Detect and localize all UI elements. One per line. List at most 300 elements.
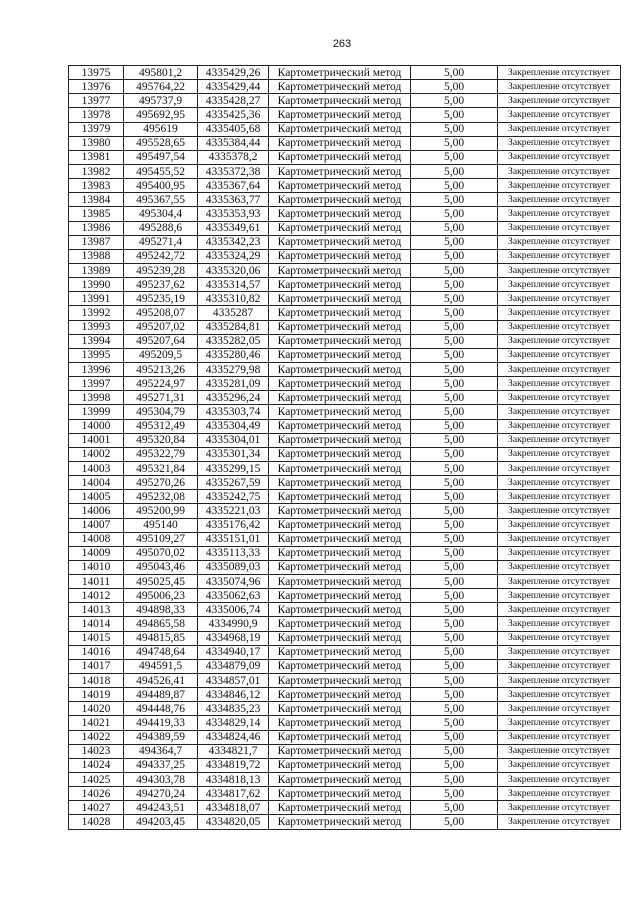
point-number-cell: 14017 (69, 659, 124, 673)
fixation-cell: Закрепление отсутствует (498, 66, 621, 80)
x-coordinate-cell: 495764,22 (124, 80, 198, 94)
y-coordinate-cell: 4335425,36 (198, 108, 269, 122)
point-number-cell: 14024 (69, 758, 124, 772)
fixation-cell: Закрепление отсутствует (498, 688, 621, 702)
table-row (69, 193, 621, 207)
x-coordinate-cell: 495692,95 (124, 108, 198, 122)
table-row (69, 362, 621, 376)
method-cell: Картометрический метод (269, 433, 411, 447)
method-cell: Картометрический метод (269, 80, 411, 94)
table-row (69, 306, 621, 320)
method-cell: Картометрический метод (269, 787, 411, 801)
accuracy-cell: 5,00 (411, 348, 498, 362)
y-coordinate-cell: 4335221,03 (198, 504, 269, 518)
point-number-cell: 14020 (69, 702, 124, 716)
accuracy-cell: 5,00 (411, 391, 498, 405)
table-row (69, 504, 621, 518)
table-row (69, 617, 621, 631)
method-cell: Картометрический метод (269, 122, 411, 136)
table-row (69, 249, 621, 263)
fixation-cell: Закрепление отсутствует (498, 433, 621, 447)
fixation-cell: Закрепление отсутствует (498, 589, 621, 603)
method-cell: Картометрический метод (269, 589, 411, 603)
y-coordinate-cell: 4334835,23 (198, 702, 269, 716)
fixation-cell: Закрепление отсутствует (498, 207, 621, 221)
y-coordinate-cell: 4335324,29 (198, 249, 269, 263)
x-coordinate-cell: 495497,54 (124, 150, 198, 164)
point-number-cell: 14019 (69, 688, 124, 702)
x-coordinate-cell: 495271,4 (124, 235, 198, 249)
x-coordinate-cell: 495213,26 (124, 362, 198, 376)
fixation-cell: Закрепление отсутствует (498, 787, 621, 801)
accuracy-cell: 5,00 (411, 447, 498, 461)
table-row (69, 645, 621, 659)
x-coordinate-cell: 494865,58 (124, 617, 198, 631)
point-number-cell: 14001 (69, 433, 124, 447)
table-row (69, 278, 621, 292)
y-coordinate-cell: 4334818,13 (198, 773, 269, 787)
fixation-cell: Закрепление отсутствует (498, 164, 621, 178)
point-number-cell: 13977 (69, 94, 124, 108)
x-coordinate-cell: 494419,33 (124, 716, 198, 730)
x-coordinate-cell: 495304,79 (124, 405, 198, 419)
point-number-cell: 14023 (69, 744, 124, 758)
accuracy-cell: 5,00 (411, 278, 498, 292)
x-coordinate-cell: 494243,51 (124, 801, 198, 815)
x-coordinate-cell: 495312,49 (124, 419, 198, 433)
point-number-cell: 13990 (69, 278, 124, 292)
point-number-cell: 13980 (69, 136, 124, 150)
table-row (69, 348, 621, 362)
accuracy-cell: 5,00 (411, 306, 498, 320)
method-cell: Картометрический метод (269, 447, 411, 461)
y-coordinate-cell: 4335074,96 (198, 575, 269, 589)
point-number-cell: 13998 (69, 391, 124, 405)
fixation-cell: Закрепление отсутствует (498, 546, 621, 560)
accuracy-cell: 5,00 (411, 461, 498, 475)
fixation-cell: Закрепление отсутствует (498, 108, 621, 122)
table-row (69, 758, 621, 772)
method-cell: Картометрический метод (269, 278, 411, 292)
x-coordinate-cell: 495320,84 (124, 433, 198, 447)
y-coordinate-cell: 4335287 (198, 306, 269, 320)
y-coordinate-cell: 4334819,72 (198, 758, 269, 772)
y-coordinate-cell: 4335304,01 (198, 433, 269, 447)
accuracy-cell: 5,00 (411, 688, 498, 702)
table-row (69, 702, 621, 716)
y-coordinate-cell: 4335281,09 (198, 377, 269, 391)
x-coordinate-cell: 494270,24 (124, 787, 198, 801)
x-coordinate-cell: 495207,02 (124, 320, 198, 334)
fixation-cell: Закрепление отсутствует (498, 80, 621, 94)
method-cell: Картометрический метод (269, 292, 411, 306)
x-coordinate-cell: 495288,6 (124, 221, 198, 235)
y-coordinate-cell: 4335429,26 (198, 66, 269, 80)
method-cell: Картометрический метод (269, 674, 411, 688)
x-coordinate-cell: 495224,97 (124, 377, 198, 391)
accuracy-cell: 5,00 (411, 94, 498, 108)
x-coordinate-cell: 495200,99 (124, 504, 198, 518)
table-row (69, 461, 621, 475)
point-number-cell: 14026 (69, 787, 124, 801)
point-number-cell: 14002 (69, 447, 124, 461)
y-coordinate-cell: 4335363,77 (198, 193, 269, 207)
fixation-cell: Закрепление отсутствует (498, 674, 621, 688)
x-coordinate-cell: 495043,46 (124, 560, 198, 574)
y-coordinate-cell: 4335378,2 (198, 150, 269, 164)
y-coordinate-cell: 4335296,24 (198, 391, 269, 405)
method-cell: Картометрический метод (269, 66, 411, 80)
table-row (69, 447, 621, 461)
accuracy-cell: 5,00 (411, 221, 498, 235)
point-number-cell: 14021 (69, 716, 124, 730)
point-number-cell: 14018 (69, 674, 124, 688)
accuracy-cell: 5,00 (411, 476, 498, 490)
fixation-cell: Закрепление отсутствует (498, 235, 621, 249)
method-cell: Картометрический метод (269, 320, 411, 334)
accuracy-cell: 5,00 (411, 263, 498, 277)
method-cell: Картометрический метод (269, 560, 411, 574)
accuracy-cell: 5,00 (411, 334, 498, 348)
x-coordinate-cell: 495619 (124, 122, 198, 136)
accuracy-cell: 5,00 (411, 122, 498, 136)
point-number-cell: 14005 (69, 490, 124, 504)
method-cell: Картометрический метод (269, 391, 411, 405)
y-coordinate-cell: 4335367,64 (198, 179, 269, 193)
table-row (69, 476, 621, 490)
fixation-cell: Закрепление отсутствует (498, 292, 621, 306)
x-coordinate-cell: 494389,59 (124, 730, 198, 744)
accuracy-cell: 5,00 (411, 362, 498, 376)
fixation-cell: Закрепление отсутствует (498, 179, 621, 193)
y-coordinate-cell: 4334821,7 (198, 744, 269, 758)
table-row (69, 603, 621, 617)
y-coordinate-cell: 4334940,17 (198, 645, 269, 659)
x-coordinate-cell: 495232,08 (124, 490, 198, 504)
accuracy-cell: 5,00 (411, 150, 498, 164)
x-coordinate-cell: 495140 (124, 518, 198, 532)
y-coordinate-cell: 4334824,46 (198, 730, 269, 744)
x-coordinate-cell: 494337,25 (124, 758, 198, 772)
table-row (69, 391, 621, 405)
method-cell: Картометрический метод (269, 94, 411, 108)
accuracy-cell: 5,00 (411, 532, 498, 546)
accuracy-cell: 5,00 (411, 249, 498, 263)
y-coordinate-cell: 4334879,09 (198, 659, 269, 673)
point-number-cell: 14028 (69, 815, 124, 829)
y-coordinate-cell: 4335006,74 (198, 603, 269, 617)
y-coordinate-cell: 4335303,74 (198, 405, 269, 419)
accuracy-cell: 5,00 (411, 518, 498, 532)
fixation-cell: Закрепление отсутствует (498, 150, 621, 164)
table-row (69, 94, 621, 108)
x-coordinate-cell: 494898,33 (124, 603, 198, 617)
table-row (69, 419, 621, 433)
method-cell: Картометрический метод (269, 419, 411, 433)
y-coordinate-cell: 4335428,27 (198, 94, 269, 108)
accuracy-cell: 5,00 (411, 207, 498, 221)
point-number-cell: 14022 (69, 730, 124, 744)
fixation-cell: Закрепление отсутствует (498, 532, 621, 546)
fixation-cell: Закрепление отсутствует (498, 377, 621, 391)
table-row (69, 108, 621, 122)
x-coordinate-cell: 495528,65 (124, 136, 198, 150)
x-coordinate-cell: 495209,5 (124, 348, 198, 362)
y-coordinate-cell: 4334818,07 (198, 801, 269, 815)
point-number-cell: 13987 (69, 235, 124, 249)
point-number-cell: 14006 (69, 504, 124, 518)
point-number-cell: 14011 (69, 575, 124, 589)
fixation-cell: Закрепление отсутствует (498, 461, 621, 475)
table-row (69, 490, 621, 504)
accuracy-cell: 5,00 (411, 758, 498, 772)
table-row (69, 334, 621, 348)
fixation-cell: Закрепление отсутствует (498, 518, 621, 532)
method-cell: Картометрический метод (269, 150, 411, 164)
method-cell: Картометрический метод (269, 221, 411, 235)
point-number-cell: 14027 (69, 801, 124, 815)
accuracy-cell: 5,00 (411, 645, 498, 659)
y-coordinate-cell: 4335342,23 (198, 235, 269, 249)
table-row (69, 80, 621, 94)
table-row (69, 716, 621, 730)
y-coordinate-cell: 4335384,44 (198, 136, 269, 150)
x-coordinate-cell: 495237,62 (124, 278, 198, 292)
y-coordinate-cell: 4335349,61 (198, 221, 269, 235)
y-coordinate-cell: 4334990,9 (198, 617, 269, 631)
table-row (69, 532, 621, 546)
method-cell: Картометрический метод (269, 631, 411, 645)
table-row (69, 801, 621, 815)
table-row (69, 207, 621, 221)
method-cell: Картометрический метод (269, 815, 411, 829)
fixation-cell: Закрепление отсутствует (498, 362, 621, 376)
fixation-cell: Закрепление отсутствует (498, 631, 621, 645)
accuracy-cell: 5,00 (411, 419, 498, 433)
x-coordinate-cell: 495367,55 (124, 193, 198, 207)
method-cell: Картометрический метод (269, 377, 411, 391)
method-cell: Картометрический метод (269, 716, 411, 730)
method-cell: Картометрический метод (269, 235, 411, 249)
method-cell: Картометрический метод (269, 617, 411, 631)
point-number-cell: 14012 (69, 589, 124, 603)
accuracy-cell: 5,00 (411, 80, 498, 94)
x-coordinate-cell: 495006,23 (124, 589, 198, 603)
table-body (69, 66, 621, 830)
accuracy-cell: 5,00 (411, 490, 498, 504)
y-coordinate-cell: 4334857,01 (198, 674, 269, 688)
x-coordinate-cell: 495304,4 (124, 207, 198, 221)
point-number-cell: 13992 (69, 306, 124, 320)
fixation-cell: Закрепление отсутствует (498, 405, 621, 419)
x-coordinate-cell: 495271,31 (124, 391, 198, 405)
accuracy-cell: 5,00 (411, 589, 498, 603)
method-cell: Картометрический метод (269, 249, 411, 263)
table-row (69, 150, 621, 164)
accuracy-cell: 5,00 (411, 164, 498, 178)
y-coordinate-cell: 4334829,14 (198, 716, 269, 730)
x-coordinate-cell: 495208,07 (124, 306, 198, 320)
y-coordinate-cell: 4335280,46 (198, 348, 269, 362)
method-cell: Картометрический метод (269, 645, 411, 659)
table-row (69, 292, 621, 306)
table-row (69, 631, 621, 645)
method-cell: Картометрический метод (269, 405, 411, 419)
x-coordinate-cell: 494203,45 (124, 815, 198, 829)
fixation-cell: Закрепление отсутствует (498, 702, 621, 716)
y-coordinate-cell: 4334817,62 (198, 787, 269, 801)
y-coordinate-cell: 4335299,15 (198, 461, 269, 475)
y-coordinate-cell: 4334820,05 (198, 815, 269, 829)
point-number-cell: 13995 (69, 348, 124, 362)
method-cell: Картометрический метод (269, 136, 411, 150)
accuracy-cell: 5,00 (411, 773, 498, 787)
y-coordinate-cell: 4335301,34 (198, 447, 269, 461)
method-cell: Картометрический метод (269, 546, 411, 560)
point-number-cell: 13991 (69, 292, 124, 306)
table-row (69, 744, 621, 758)
x-coordinate-cell: 494364,7 (124, 744, 198, 758)
table-row (69, 122, 621, 136)
x-coordinate-cell: 494448,76 (124, 702, 198, 716)
point-number-cell: 13978 (69, 108, 124, 122)
point-number-cell: 14008 (69, 532, 124, 546)
accuracy-cell: 5,00 (411, 815, 498, 829)
fixation-cell: Закрепление отсутствует (498, 193, 621, 207)
y-coordinate-cell: 4335151,01 (198, 532, 269, 546)
accuracy-cell: 5,00 (411, 504, 498, 518)
table-row (69, 815, 621, 829)
x-coordinate-cell: 495322,79 (124, 447, 198, 461)
point-number-cell: 13996 (69, 362, 124, 376)
method-cell: Картометрический метод (269, 504, 411, 518)
fixation-cell: Закрепление отсутствует (498, 744, 621, 758)
point-number-cell: 13999 (69, 405, 124, 419)
point-number-cell: 14010 (69, 560, 124, 574)
method-cell: Картометрический метод (269, 263, 411, 277)
point-number-cell: 13979 (69, 122, 124, 136)
table-row (69, 66, 621, 80)
fixation-cell: Закрепление отсутствует (498, 419, 621, 433)
accuracy-cell: 5,00 (411, 702, 498, 716)
accuracy-cell: 5,00 (411, 631, 498, 645)
fixation-cell: Закрепление отсутствует (498, 320, 621, 334)
page-number: 263 (332, 38, 352, 50)
x-coordinate-cell: 495737,9 (124, 94, 198, 108)
accuracy-cell: 5,00 (411, 801, 498, 815)
method-cell: Картометрический метод (269, 603, 411, 617)
fixation-cell: Закрепление отсутствует (498, 278, 621, 292)
y-coordinate-cell: 4335310,82 (198, 292, 269, 306)
fixation-cell: Закрепление отсутствует (498, 575, 621, 589)
table-row (69, 221, 621, 235)
y-coordinate-cell: 4335314,57 (198, 278, 269, 292)
table-row (69, 263, 621, 277)
accuracy-cell: 5,00 (411, 292, 498, 306)
y-coordinate-cell: 4335089,03 (198, 560, 269, 574)
method-cell: Картометрический метод (269, 306, 411, 320)
y-coordinate-cell: 4335284,81 (198, 320, 269, 334)
accuracy-cell: 5,00 (411, 603, 498, 617)
x-coordinate-cell: 495235,19 (124, 292, 198, 306)
y-coordinate-cell: 4335242,75 (198, 490, 269, 504)
x-coordinate-cell: 494815,85 (124, 631, 198, 645)
x-coordinate-cell: 494748,64 (124, 645, 198, 659)
fixation-cell: Закрепление отсутствует (498, 659, 621, 673)
accuracy-cell: 5,00 (411, 716, 498, 730)
x-coordinate-cell: 495070,02 (124, 546, 198, 560)
accuracy-cell: 5,00 (411, 730, 498, 744)
method-cell: Картометрический метод (269, 108, 411, 122)
fixation-cell: Закрепление отсутствует (498, 560, 621, 574)
fixation-cell: Закрепление отсутствует (498, 716, 621, 730)
point-number-cell: 13983 (69, 179, 124, 193)
table-row (69, 659, 621, 673)
fixation-cell: Закрепление отсутствует (498, 730, 621, 744)
accuracy-cell: 5,00 (411, 235, 498, 249)
point-number-cell: 13984 (69, 193, 124, 207)
method-cell: Картометрический метод (269, 490, 411, 504)
fixation-cell: Закрепление отсутствует (498, 221, 621, 235)
fixation-cell: Закрепление отсутствует (498, 490, 621, 504)
table-row (69, 433, 621, 447)
y-coordinate-cell: 4335062,63 (198, 589, 269, 603)
y-coordinate-cell: 4335282,05 (198, 334, 269, 348)
table-row (69, 179, 621, 193)
accuracy-cell: 5,00 (411, 546, 498, 560)
table-row (69, 688, 621, 702)
point-number-cell: 13975 (69, 66, 124, 80)
point-number-cell: 13989 (69, 263, 124, 277)
accuracy-cell: 5,00 (411, 193, 498, 207)
point-number-cell: 14000 (69, 419, 124, 433)
fixation-cell: Закрепление отсутствует (498, 348, 621, 362)
table-row (69, 405, 621, 419)
x-coordinate-cell: 494591,5 (124, 659, 198, 673)
method-cell: Картометрический метод (269, 575, 411, 589)
fixation-cell: Закрепление отсутствует (498, 773, 621, 787)
y-coordinate-cell: 4335429,44 (198, 80, 269, 94)
y-coordinate-cell: 4335405,68 (198, 122, 269, 136)
x-coordinate-cell: 495455,52 (124, 164, 198, 178)
accuracy-cell: 5,00 (411, 108, 498, 122)
point-number-cell: 13981 (69, 150, 124, 164)
method-cell: Картометрический метод (269, 730, 411, 744)
point-number-cell: 14003 (69, 461, 124, 475)
fixation-cell: Закрепление отсутствует (498, 645, 621, 659)
accuracy-cell: 5,00 (411, 433, 498, 447)
point-number-cell: 13994 (69, 334, 124, 348)
table-row (69, 136, 621, 150)
table-row (69, 546, 621, 560)
accuracy-cell: 5,00 (411, 659, 498, 673)
point-number-cell: 13976 (69, 80, 124, 94)
method-cell: Картометрический метод (269, 773, 411, 787)
point-number-cell: 14015 (69, 631, 124, 645)
table-row (69, 560, 621, 574)
y-coordinate-cell: 4335372,38 (198, 164, 269, 178)
method-cell: Картометрический метод (269, 659, 411, 673)
fixation-cell: Закрепление отсутствует (498, 94, 621, 108)
y-coordinate-cell: 4335353,93 (198, 207, 269, 221)
fixation-cell: Закрепление отсутствует (498, 391, 621, 405)
point-number-cell: 13993 (69, 320, 124, 334)
fixation-cell: Закрепление отсутствует (498, 815, 621, 829)
table-row (69, 164, 621, 178)
method-cell: Картометрический метод (269, 164, 411, 178)
fixation-cell: Закрепление отсутствует (498, 758, 621, 772)
y-coordinate-cell: 4335267,59 (198, 476, 269, 490)
